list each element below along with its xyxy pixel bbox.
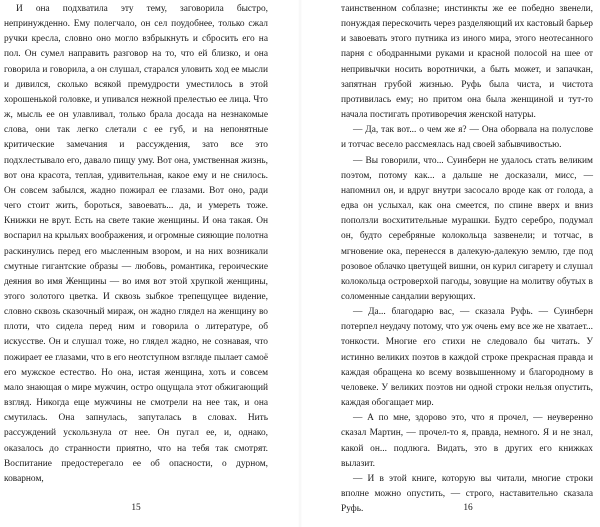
paragraph: — И в этой книге, которую вы читали, многие строки вполне можно опустить, — строго, наставительно сказала Руфь. [341,473,593,515]
paragraph: И она подхватила эту тему, заговорила быстро, непринужденно. Ему полегчало, он сел поудобнее, только сжал ручки кресла, словно оно могло взбрыкнуть и сбросить его на пол. Он сумел направить разговор на то, что ей близко, и она говорила и говорила, а он слушал, старался уловить ход ее мысли и дивился, сколько всякой премудрости уместилось в этой хорошенькой головке, и упивался нежной прелестью ее лица. Что ж, мысль ее он улавливал, только брала досада на незнакомые слова, они так легко слетали с ее губ, и на непонятные критические замечания и рассуждения, зато все это подхлестывало его, давало пищу уму. Вот она, умственная жизнь, вот она красота, теплая, удивительная, какое ему и не снилось. Он совсем забылся, жадно пожирал ее глазами. Вот оно, ради чего стоит жить, бороться, завоевать... да, и умереть тоже. Книжки не врут. Есть на свете такие женщины. И она такая. Он воспарил на крыльях воображения, и огромные сияющие полотна раскинулись перед его мысленным взором, и на них возникали смутные гигантские образы — любовь, романтика, героические деяния во имя Женщины — во имя вот этой хрупкой женщины, этого золотого цветка. И сквозь зыбкое трепещущее видение, словно сквозь сказочный мираж, он жадно глядел на женщину во плоти, что сидела перед ним и говорила о литературе, об искусстве. Он и слушал тоже, но глядел жадно, не сознавая, что пожирает ее глазами, что в его неотступном взгляде пылает самоё его мужское естество. Но она, истая женщина, хоть и совсем мало знающая о мире мужчин, остро ощущала этот обжигающий взгляд. Никогда еще мужчины не смотрели на нее так, и она смутилась. Она запнулась, запуталась в словах. Нить рассуждений ускользнула от нее. Он пугал ее, и, однако, оказалось до странности приятно, что на тебя так смотрят. Воспитание предостерегало ее об опасности, о дурном, коварном, [4,4,268,484]
page-number-right: 16 [463,503,473,513]
page-number-left: 15 [131,503,141,513]
right-page-text [341,2,593,517]
paragraph: — Да... благодарю вас, — сказала Руфь. — Суинберн потерпел неудачу потому, что уж очень ему все же не хватает... тонкости. Многие его стихи не следовало бы читать. У истинно великих поэтов в каждой строке прекрасная правда и каждая обращена ко всему возвышенному и благородному в человеке. У великих поэтов ни одной строки нельзя опустить, каждая обогащает мир. [341,307,593,409]
paragraph: — Вы говорили, что... Суинберн не удалось стать великим поэтом, потому как... а дальше не досказали, мисс, — напомнил он, и вдруг внутри засосало вроде как от голода, а едва он услыхал, как она смеется, по спине вверх и вниз поползли восхитительные мурашки. Будто серебро, подумал он, будто серебряные колокольца зазвенели; и тотчас, в мгновение ока, перенесся в далекую-далекую землю, где под розовое облачко цветущей вишни, он курил сигарету и слушал колокольца островерхой пагоды, зовущие на молитву обутых в соломенные сандалии верующих. [341,155,593,302]
left-page-text [4,2,268,487]
paragraph-continuation: таинственном соблазне; инстинкты же ее победно звенели, понуждая перескочить через разделяющий их кастовый барьер и завоевать этого путника из иного мира, этого неотесанного парня с ободранными руками и красной полосой на шее от непривычки носить воротнички, а быть может, и запачкан, запятнан грубой жизнью. Руфь была чиста, и чистота противилась ему; но притом она была женщиной и тут-то начала постигать противоречия женской натуры. [341,4,593,121]
paragraph: — Да, так вот... о чем же я? — Она оборвала на полуслове и тотчас весело рассмеялась над своей забывчивостью. [341,125,593,151]
right-page [300,0,600,527]
paragraph: — А по мне, здорово это, что я прочел, — неуверенно сказал Мартин, — прочел-то я, правда, немного. Я и не знал, какой он... подлюга. Видать, это в других его книжках вылазит. [341,413,593,469]
